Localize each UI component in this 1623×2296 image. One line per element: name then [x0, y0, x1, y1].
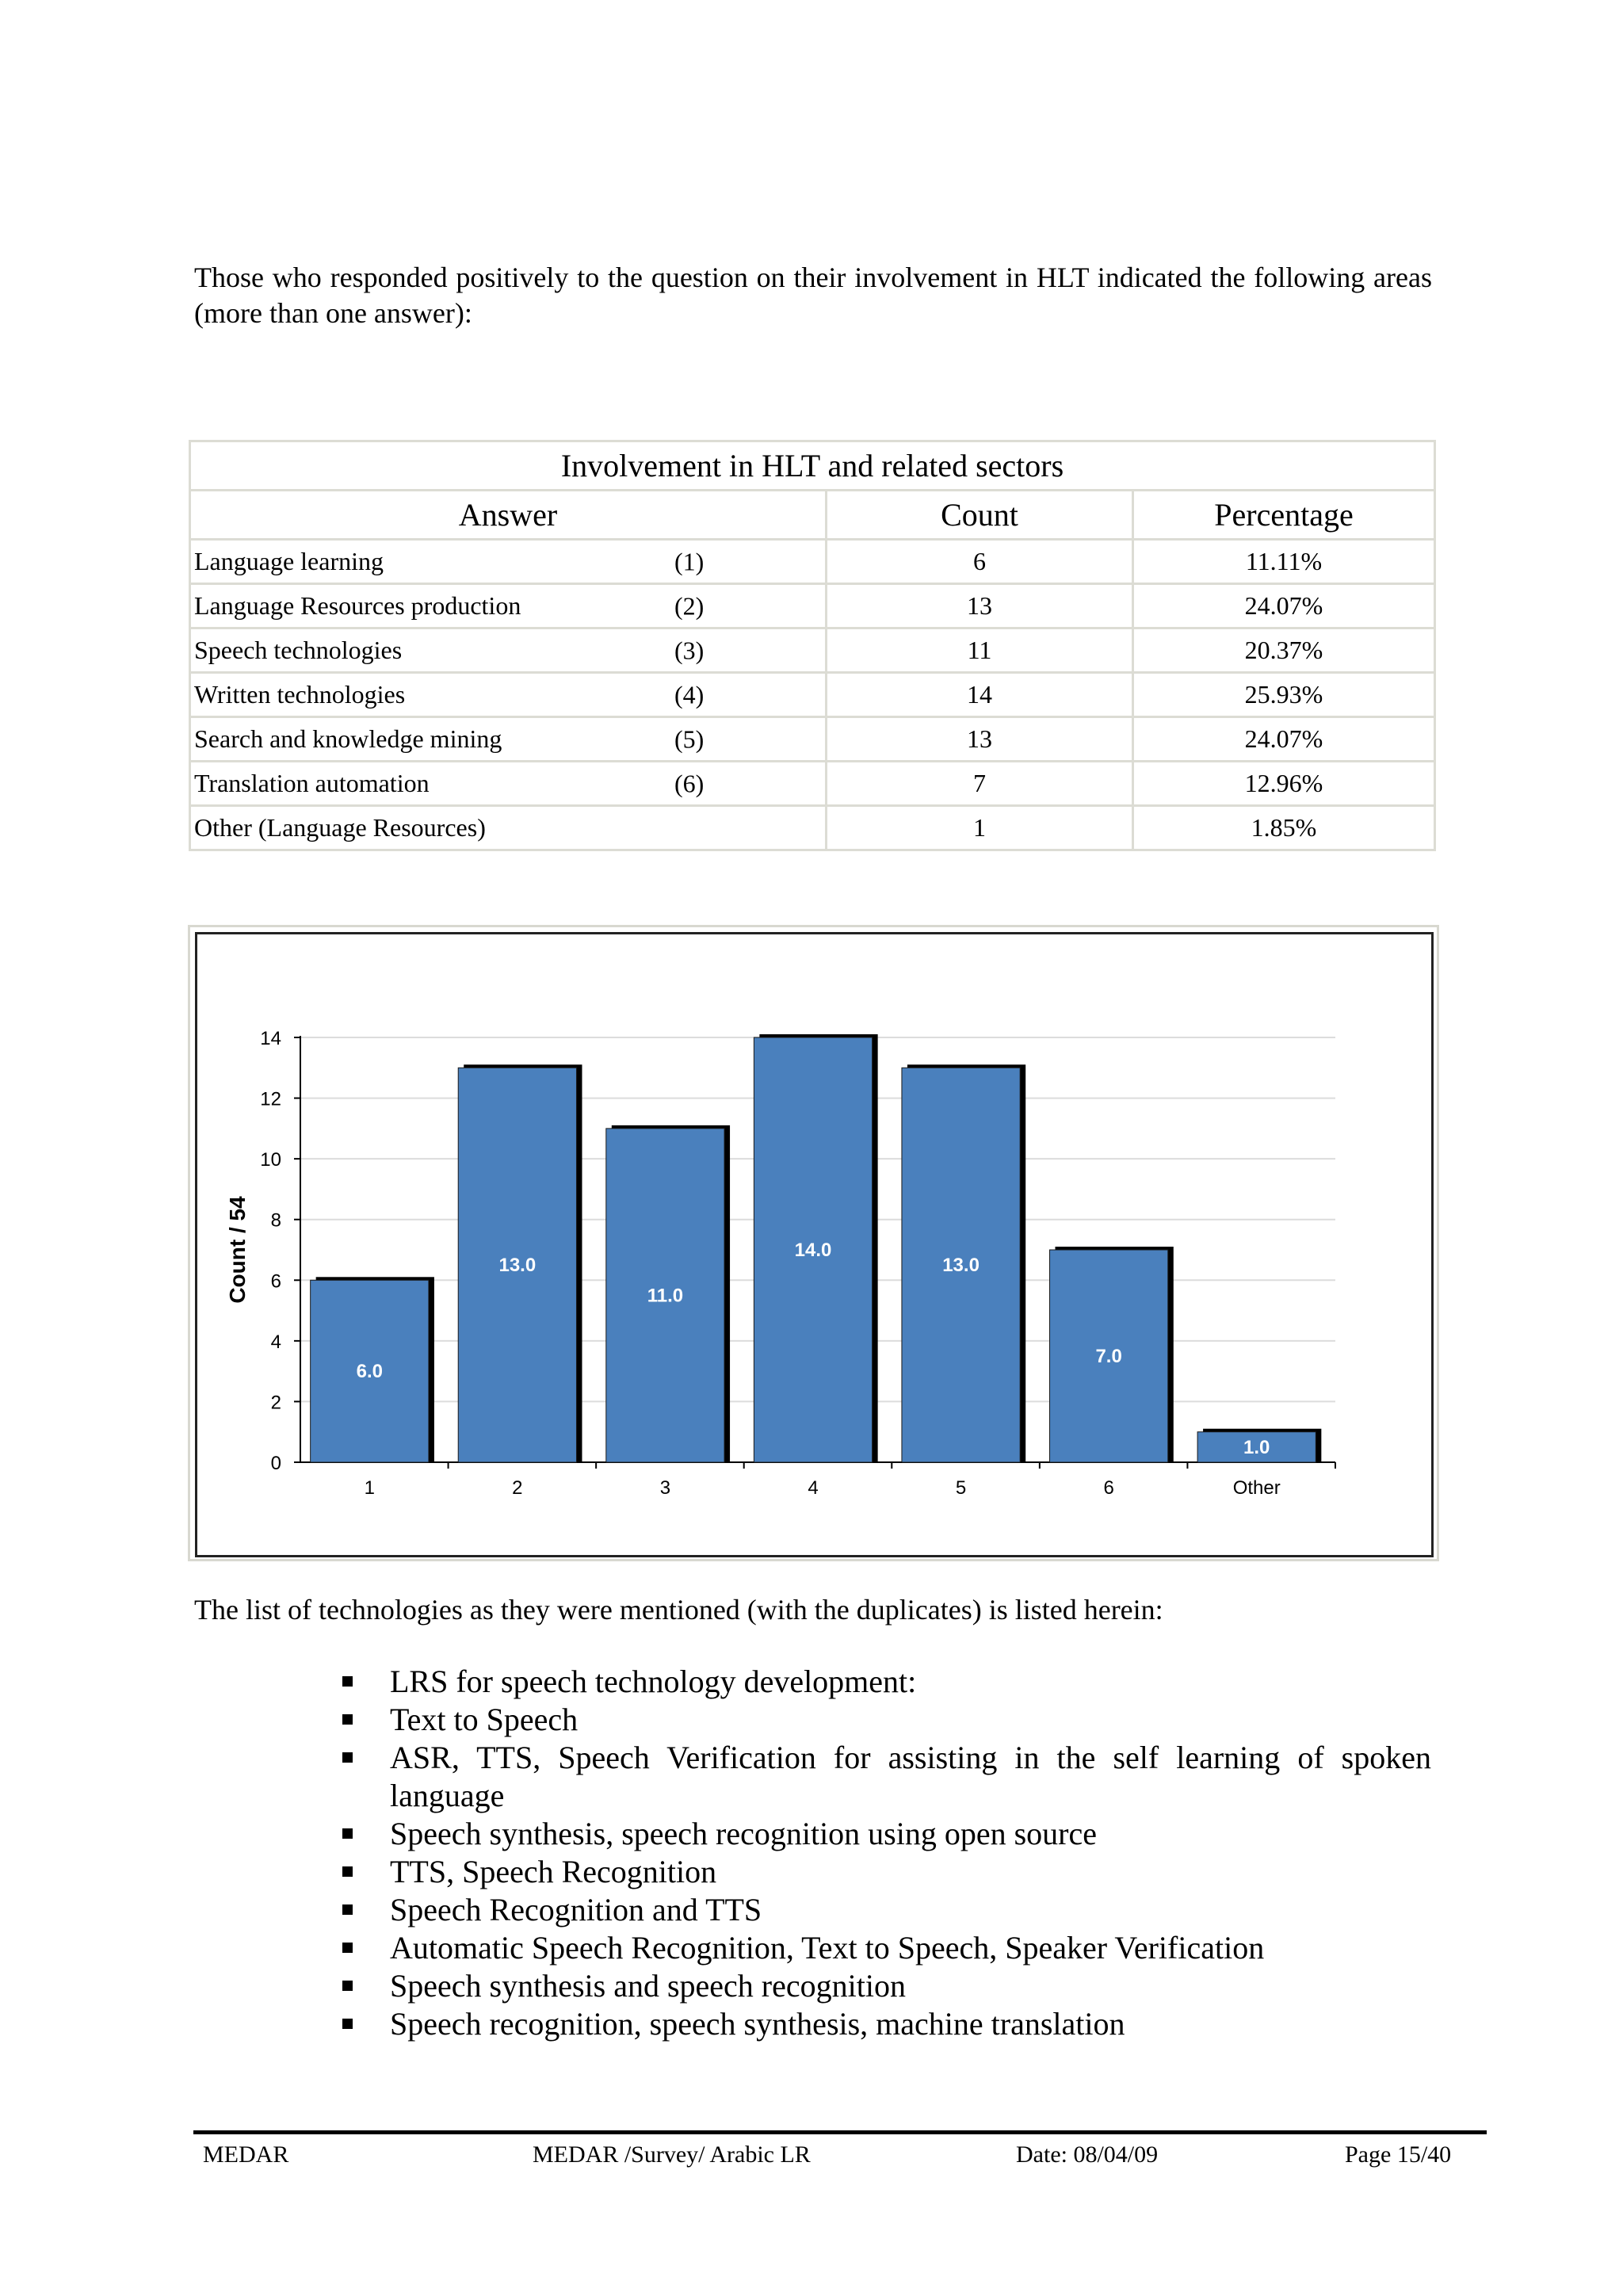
count-cell: 6	[827, 541, 1132, 583]
answer-number: (3)	[674, 636, 705, 664]
list-item	[341, 1967, 1431, 2005]
y-tick-label: 4	[270, 1331, 281, 1353]
percentage-cell: 12.96%	[1134, 762, 1434, 804]
table-row	[191, 674, 1434, 716]
bullet-square-icon	[342, 1828, 353, 1839]
footer-rule	[193, 2130, 1487, 2134]
footer-document: MEDAR /Survey/ Arabic LR	[533, 2141, 811, 2168]
bar-data-label: 13.0	[498, 1255, 537, 1277]
x-tick-label: 6	[1103, 1477, 1114, 1499]
involvement-table	[189, 440, 1436, 851]
answer-number: (4)	[674, 680, 705, 709]
answer-cell	[191, 674, 825, 716]
list-item	[341, 2005, 1431, 2043]
count-cell: 7	[827, 762, 1132, 804]
bar-data-label: 1.0	[1243, 1436, 1270, 1458]
answer-cell	[191, 541, 825, 583]
x-tick-label: 2	[512, 1477, 523, 1499]
list-item-text: Speech Recognition and TTS	[390, 1892, 762, 1927]
intro-paragraph: Those who responded positively to the question on their involvement in HLT indicated the following areas (more than one answer):	[194, 262, 1432, 329]
list-item-text: Speech synthesis and speech recognition	[390, 1968, 906, 2004]
answer-number: (2)	[674, 591, 705, 620]
list-item	[341, 1663, 1431, 1701]
answer-number: (1)	[674, 547, 705, 575]
table-title: Involvement in HLT and related sectors	[191, 442, 1434, 489]
y-tick-label: 12	[260, 1088, 281, 1110]
count-cell: 14	[827, 674, 1132, 716]
table-row	[191, 541, 1434, 583]
answer-number: (6)	[674, 769, 705, 797]
table-row	[191, 585, 1434, 627]
y-tick-label: 10	[260, 1149, 281, 1171]
header-answer: Answer	[191, 491, 825, 538]
answer-label: Language learning	[194, 547, 384, 575]
y-tick-label: 0	[270, 1453, 281, 1474]
footer-org: MEDAR	[203, 2141, 289, 2168]
percentage-cell: 24.07%	[1134, 585, 1434, 627]
table-row	[191, 629, 1434, 671]
list-item	[341, 1739, 1431, 1815]
x-tick-label: 3	[659, 1477, 671, 1499]
header-count: Count	[827, 491, 1132, 538]
list-item	[341, 1815, 1431, 1853]
technology-list	[341, 1663, 1431, 2043]
y-tick-label: 6	[270, 1270, 281, 1293]
header-percentage: Percentage	[1134, 491, 1434, 538]
count-cell: 13	[827, 585, 1132, 627]
answer-label: Search and knowledge mining	[194, 724, 502, 753]
list-intro: The list of technologies as they were mentioned (with the duplicates) is listed herein:	[194, 1594, 1163, 1626]
answer-cell	[191, 629, 825, 671]
answer-cell	[191, 807, 825, 849]
y-tick-label: 14	[260, 1028, 281, 1049]
bullet-square-icon	[342, 1714, 353, 1725]
footer-page-number: Page 15/40	[1345, 2141, 1452, 2168]
list-item	[341, 1891, 1431, 1929]
chart-frame	[188, 925, 1439, 1561]
answer-label: Other (Language Resources)	[194, 813, 486, 842]
list-item-text: Text to Speech	[390, 1702, 579, 1737]
bar-data-label: 11.0	[647, 1285, 684, 1307]
answer-cell	[191, 762, 825, 804]
bar-data-label: 14.0	[794, 1240, 832, 1261]
list-item-text: Speech synthesis, speech recognition using open source	[390, 1816, 1098, 1851]
percentage-cell: 25.93%	[1134, 674, 1434, 716]
count-cell: 1	[827, 807, 1132, 849]
answer-label: Language Resources production	[194, 591, 521, 620]
list-item	[341, 1853, 1431, 1891]
table-row	[191, 718, 1434, 760]
x-tick-label: 4	[808, 1477, 819, 1499]
bar-data-label: 7.0	[1095, 1346, 1122, 1367]
answer-label: Speech technologies	[194, 636, 403, 664]
bullet-square-icon	[342, 1752, 353, 1763]
answer-cell	[191, 585, 825, 627]
list-item-text: Automatic Speech Recognition, Text to Speech, Speaker Verification	[390, 1930, 1265, 1966]
bar-data-label: 13.0	[942, 1255, 980, 1277]
bar-chart	[197, 934, 1431, 1555]
x-tick-label: Other	[1232, 1477, 1281, 1499]
count-cell: 11	[827, 629, 1132, 671]
x-tick-label: 5	[955, 1477, 967, 1499]
list-item-text: ASR, TTS, Speech Verification for assisting in the self learning of spoken language	[390, 1740, 1431, 1813]
percentage-cell: 11.11%	[1134, 541, 1434, 583]
list-item	[341, 1701, 1431, 1739]
bullet-square-icon	[342, 1943, 353, 1953]
bar-data-label: 6.0	[356, 1361, 383, 1383]
answer-number: (5)	[674, 724, 705, 753]
answer-label: Written technologies	[194, 680, 406, 709]
bullet-square-icon	[342, 1904, 353, 1915]
bullet-square-icon	[342, 1676, 353, 1687]
answer-cell	[191, 718, 825, 760]
table-row	[191, 762, 1434, 804]
y-tick-label: 8	[270, 1209, 281, 1232]
footer-date: Date: 08/04/09	[1016, 2141, 1159, 2168]
list-item	[341, 1929, 1431, 1967]
bullet-square-icon	[342, 1981, 353, 1991]
answer-label: Translation automation	[194, 769, 430, 797]
y-axis-label: Count / 54	[225, 1196, 250, 1304]
list-item-text: Speech recognition, speech synthesis, machine translation	[390, 2006, 1125, 2042]
y-tick-label: 2	[270, 1392, 281, 1414]
bullet-square-icon	[342, 2019, 353, 2029]
percentage-cell: 24.07%	[1134, 718, 1434, 760]
x-tick-label: 1	[364, 1477, 375, 1499]
count-cell: 13	[827, 718, 1132, 760]
bullet-square-icon	[342, 1866, 353, 1877]
percentage-cell: 1.85%	[1134, 807, 1434, 849]
list-item-text: LRS for speech technology development:	[390, 1664, 917, 1699]
percentage-cell: 20.37%	[1134, 629, 1434, 671]
table-row	[191, 807, 1434, 849]
list-item-text: TTS, Speech Recognition	[390, 1854, 717, 1889]
chart-panel	[195, 932, 1434, 1557]
